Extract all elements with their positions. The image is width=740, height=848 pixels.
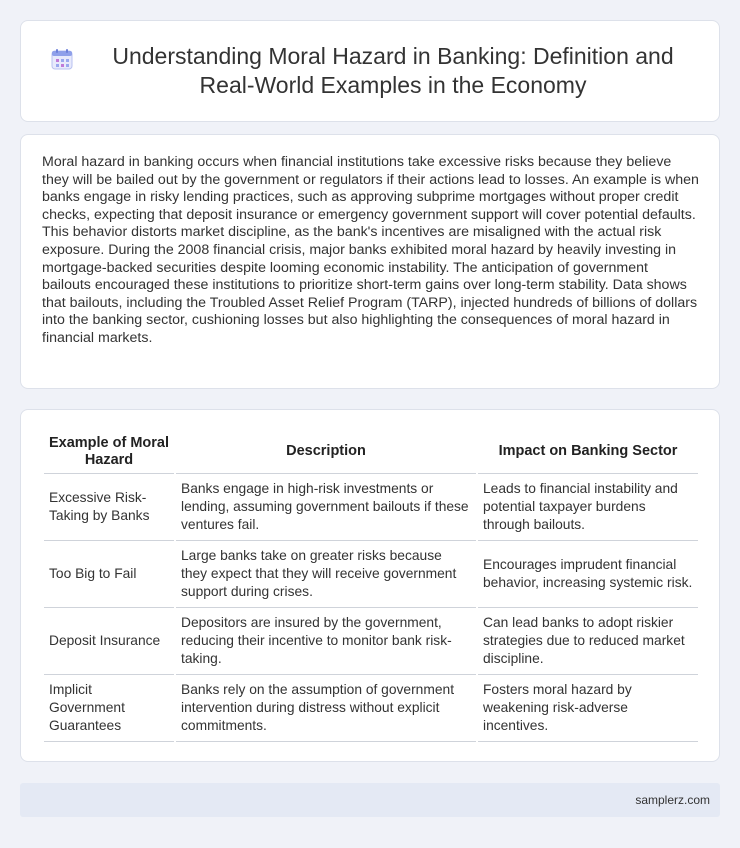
table-cell-example: Implicit Government Guarantees [44,675,174,742]
footer [20,783,720,817]
footer-site-link[interactable]: samplerz.com [635,793,710,807]
table-cell-example: Excessive Risk-Taking by Banks [44,474,174,541]
title-card [20,20,720,122]
table-cell-example: Too Big to Fail [44,541,174,608]
page-title: Understanding Moral Hazard in Banking: Definition and Real-World Examples in the Economy [112,43,674,98]
intro-card [20,134,720,389]
table-cell-impact: Leads to financial instability and potential taxpayer burdens through bailouts. [478,474,698,541]
title-wrap [51,42,689,100]
table-cell-impact: Fosters moral hazard by weakening risk-adverse incentives. [478,675,698,742]
column-header-impact: Impact on Banking Sector [478,432,698,474]
table-header-row [44,432,698,474]
table-cell-description: Large banks take on greater risks because they expect that they will receive government support during crises. [176,541,476,608]
table-cell-description: Depositors are insured by the government, reducing their incentive to monitor bank risk-taking. [176,608,476,675]
table-cell-description: Banks engage in high-risk investments or lending, assuming government bailouts if these ventures fail. [176,474,476,541]
table-cell-impact: Can lead banks to adopt riskier strategies due to reduced market discipline. [478,608,698,675]
column-header-description: Description [176,432,476,474]
table-row [44,675,698,742]
column-header-example: Example of Moral Hazard [44,432,174,474]
table-row [44,541,698,608]
moral-hazard-table [42,432,700,742]
table-row [44,608,698,675]
calendar-icon [51,48,73,70]
table-row [44,474,698,541]
table-card [20,409,720,762]
table-cell-description: Banks rely on the assumption of government intervention during distress without explicit commitments. [176,675,476,742]
table-cell-example: Deposit Insurance [44,608,174,675]
intro-paragraph: Moral hazard in banking occurs when financial institutions take excessive risks because they believe they will be bailed out by the government or regulators if their actions lead to losses. An example is when banks engage in risky lending practices, such as approving subprime mortgages without proper credit checks, expecting that deposit insurance or emergency government support will cover potential defaults. This behavior distorts market discipline, as the bank's incentives are misaligned with the actual risk exposure. During the 2008 financial crisis, major banks exhibited moral hazard by heavily investing in mortgage-backed securities despite looming economic instability. The anticipation of government bailouts encouraged these institutions to prioritize short-term gains over long-term stability. Data shows that bailouts, including the Troubled Asset Relief Program (TARP), injected hundreds of billions of dollars into the banking sector, cushioning losses but also highlighting the consequences of moral hazard in financial markets. [42,154,699,346]
table-cell-impact: Encourages imprudent financial behavior, increasing systemic risk. [478,541,698,608]
